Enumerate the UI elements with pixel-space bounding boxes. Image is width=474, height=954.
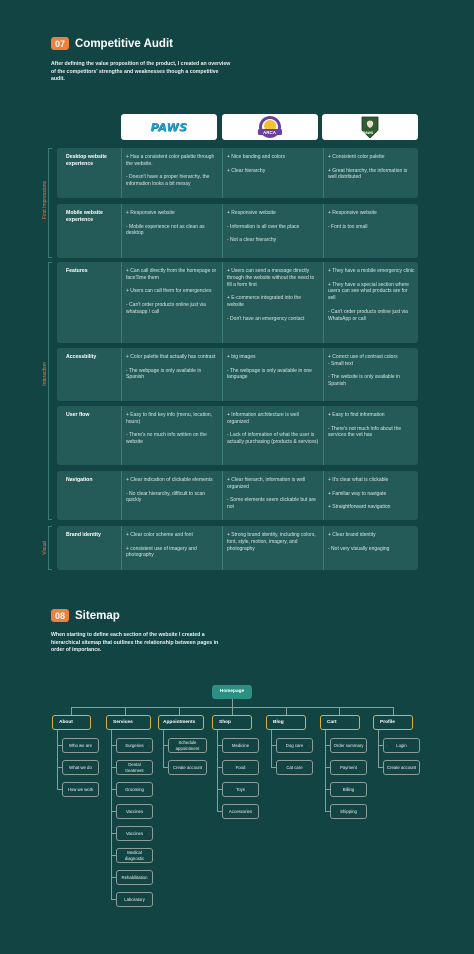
logo-text: ARCA (263, 130, 276, 135)
group-bracket-visual (48, 526, 49, 570)
group-bracket-first-impressions (48, 148, 49, 258)
column-divider (222, 204, 223, 258)
column-divider (323, 348, 324, 401)
tree-connector (232, 699, 233, 707)
row-cell: + Correct use of contrast colors - Small text - The website is only available in Spanish (328, 354, 400, 388)
audit-row (57, 526, 418, 570)
row-cell: + Clear hierarch, information is well organized - Some elements seem clickable but are not (227, 477, 316, 511)
column-divider (222, 526, 223, 570)
section-intro: When starting to define each section of the website I created a hierarchical sitemap that outlines the relationship between pages in order of importance. (51, 632, 219, 653)
column-divider (121, 148, 122, 198)
row-cell: + big images - The webpage is only available in one language (227, 354, 312, 381)
sitemap-page-node: Medicine (222, 738, 259, 753)
column-divider (121, 471, 122, 520)
sitemap-page-node: Login (383, 738, 420, 753)
sitemap-page-node: Medical diagnostic (116, 848, 153, 863)
tree-connector (179, 707, 180, 715)
sitemap-page-node: Dental treatment (116, 760, 153, 775)
logo-text: PAWS (150, 120, 188, 134)
row-cell: + Responsive website - Font is too small (328, 210, 377, 230)
logo-text: PAWS (363, 131, 374, 135)
sitemap-page-node: Vaccines (116, 804, 153, 819)
audit-row (57, 406, 418, 465)
arca-logo-icon (255, 115, 285, 139)
sitemap-page-node: Order summary (330, 738, 367, 753)
row-cell: + Clear brand identity - Not very visually engaging (328, 532, 390, 552)
column-divider (323, 406, 324, 465)
sitemap-page-node: Vaccines (116, 826, 153, 841)
group-bracket-tick (48, 148, 52, 149)
row-label: Features (66, 268, 88, 274)
column-divider (323, 471, 324, 520)
sitemap-page-node: Who we are (62, 738, 99, 753)
row-cell: + Strong brand identity, including colors, font, style, motion, imagery, and photography (227, 532, 316, 552)
row-label: Navigation (66, 477, 93, 483)
tree-connector (339, 707, 340, 715)
section-title: Sitemap (75, 610, 120, 622)
tree-connector (217, 730, 218, 811)
column-divider (222, 262, 223, 343)
row-cell: + Nice banding and colors + Clear hierarchy (227, 154, 285, 174)
row-label: Desktop website experience (66, 154, 107, 167)
sitemap-page-node: Toys (222, 782, 259, 797)
tree-connector (125, 707, 126, 715)
column-divider (121, 406, 122, 465)
column-divider (121, 348, 122, 401)
tree-connector (232, 707, 233, 715)
column-divider (222, 148, 223, 198)
row-cell: + Can call directly from the homepage or faceTime them + Users can call them for emergencies - Can't order products online just via whatsapp / call (126, 268, 217, 315)
row-label: Brand identity (66, 532, 101, 538)
tree-connector (71, 707, 72, 715)
column-divider (121, 204, 122, 258)
tree-connector (378, 730, 379, 767)
group-label-first-impressions: First Impressions (42, 180, 48, 220)
sitemap-page-node: Surgeries (116, 738, 153, 753)
sitemap-page-node: Shipping (330, 804, 367, 819)
competitor-logo-2 (222, 114, 318, 140)
row-cell: + Information architecture is well organized - Lack of information of what the user is actually purchasing (products & services) (227, 412, 319, 446)
sitemap-page-node: Billing (330, 782, 367, 797)
row-cell: + Easy to find key info (menu, location, hours) - There's no much info written on the website (126, 412, 213, 446)
row-cell: + Easy to find information - There's not much info about the services the vet has (328, 412, 402, 439)
row-label: Accessbility (66, 354, 97, 360)
row-cell: + They have a mobile emergency clinic + They have a special section where users can see what products are for sell - Can't order products online just via WhatsApp or call (328, 268, 415, 322)
column-divider (323, 262, 324, 343)
sitemap-category-node: Appointments (158, 715, 204, 730)
row-cell: + Responsive website - Information is all over the place - Not a clear hierarchy (227, 210, 300, 244)
sitemap-category-node: Cart (320, 715, 360, 730)
sitemap-category-node: Profile (373, 715, 413, 730)
row-cell: + Has a consistent color palette through the website. - Doesn't have a proper hierarchy, the information looks a bit messy (126, 154, 215, 188)
column-divider (222, 471, 223, 520)
tree-connector (286, 707, 287, 715)
column-divider (222, 348, 223, 401)
sitemap-page-node: Food (222, 760, 259, 775)
competitor-logo-1 (121, 114, 217, 140)
sitemap-category-node: Shop (212, 715, 252, 730)
column-divider (121, 526, 122, 570)
column-divider (323, 148, 324, 198)
section-number-badge: 07 (51, 37, 69, 50)
audit-row (57, 471, 418, 520)
sitemap-page-node: Dog care (276, 738, 313, 753)
sitemap-root-node: Homepage (212, 685, 252, 699)
tree-connector (57, 730, 58, 790)
group-bracket-tick (48, 519, 52, 520)
sitemap-page-node: What we do (62, 760, 99, 775)
row-cell: + Color palette that actually has contrast - The webpage is only available in Spanish (126, 354, 216, 381)
row-cell: + Responsive website - Mobile experience not as clean as desktop (126, 210, 205, 237)
row-cell: + It's clear what is clickable + Familiar way to navigate + Straightforward navigation (328, 477, 391, 511)
group-label-visual: Visual (42, 541, 48, 555)
audit-row (57, 348, 418, 401)
column-divider (323, 204, 324, 258)
group-label-interaction: Interaction (42, 362, 48, 386)
section-intro: After defining the value proposition of the product, I created an overview of the competitors' strengths and weaknesses though a competitive audit. (51, 61, 231, 82)
column-divider (323, 526, 324, 570)
row-cell: + Clear indication of clickable elements - No clear hierarchy, difficult to scan quickly (126, 477, 213, 504)
sitemap-page-node: Rehabilitation (116, 870, 153, 885)
sitemap-page-node: Cat care (276, 760, 313, 775)
sitemap-page-node: Accessories (222, 804, 259, 819)
column-divider (222, 406, 223, 465)
tree-connector (163, 730, 164, 767)
group-bracket-tick (48, 569, 52, 570)
group-bracket-tick (48, 262, 52, 263)
tree-connector (111, 730, 112, 899)
section-title: Competitive Audit (75, 38, 173, 50)
sitemap-page-node: Create account (383, 760, 420, 775)
section-number-badge: 08 (51, 609, 69, 622)
row-label: Mobile website experience (66, 210, 103, 223)
sitemap-page-node: How we work (62, 782, 99, 797)
tree-connector (325, 730, 326, 811)
audit-row (57, 262, 418, 343)
tree-connector (271, 730, 272, 767)
audit-row (57, 204, 418, 258)
column-divider (121, 262, 122, 343)
group-bracket-tick (48, 257, 52, 258)
sitemap-page-node: Create account (168, 760, 207, 775)
row-cell: + Consistent color palette + Great hierarchy, the information is well distributed (328, 154, 408, 181)
row-cell: + Clear color scheme and font + consistent use of imagery and photography (126, 532, 197, 559)
tree-connector (393, 707, 394, 715)
row-label: User flow (66, 412, 90, 418)
sitemap-page-node: Grooming (116, 782, 153, 797)
audit-row (57, 148, 418, 198)
sitemap-category-node: Services (106, 715, 151, 730)
sitemap-category-node: Blog (266, 715, 306, 730)
row-cell: + Users can send a message directly through the website without the need to fill a form first + E-commerce integrated into the website - Don't have an emergency contact (227, 268, 315, 322)
group-bracket-tick (48, 526, 52, 527)
sitemap-page-node: Payment (330, 760, 367, 775)
competitor-logo-3 (322, 114, 418, 140)
sitemap-page-node: Schedule appointment (168, 738, 207, 753)
sitemap-category-node: About (52, 715, 91, 730)
sitemap-page-node: Laboratory (116, 892, 153, 907)
group-bracket-interaction (48, 262, 49, 520)
